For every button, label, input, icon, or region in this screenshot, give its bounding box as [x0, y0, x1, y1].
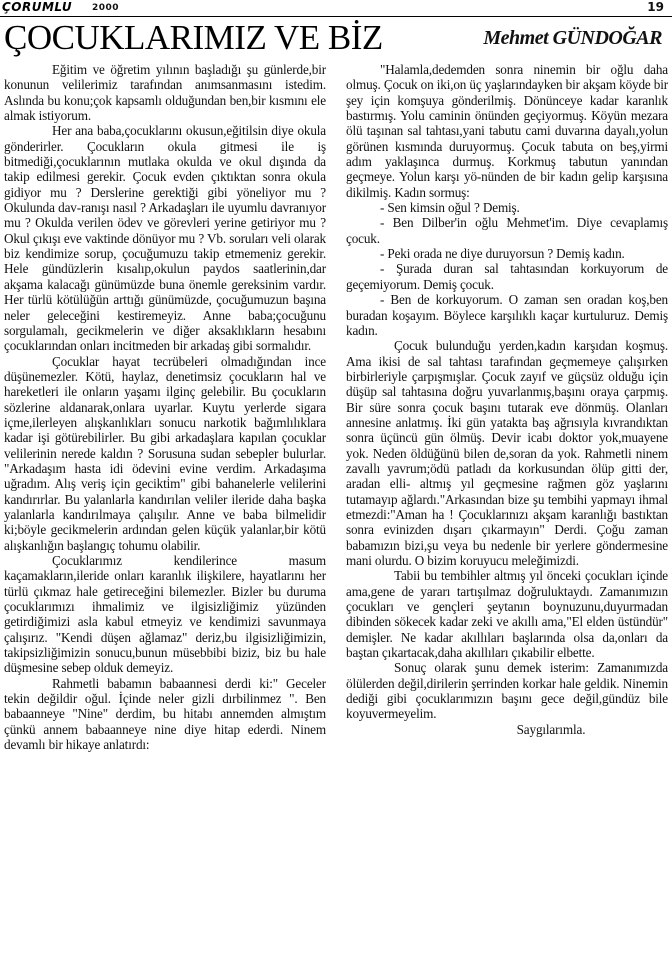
- paragraph: Eğitim ve öğretim yılının başladığı şu günlerde,bir konunun velilerimiz tarafından anımsanmasını istedim. Aslında bu konu;çok kapsamlı olduğundan ben,bir kısmını ele almak istiyorum.: [4, 62, 326, 124]
- closing-signature: Saygılarımla.: [516, 721, 586, 737]
- dialogue-line: - Şurada duran sal tahtasından korkuyorum de geçemiyorum. Demiş çocuk.: [346, 261, 668, 292]
- article-title: ÇOCUKLARIMIZ VE BİZ: [4, 18, 383, 57]
- dialogue-line: - Ben Dilber'in oğlu Mehmet'im. Diye cevaplamış çocuk.: [346, 215, 668, 246]
- newspaper-logo: ÇORUMLU: [2, 0, 73, 14]
- paragraph: Tabii bu tembihler altmış yıl önceki çocukları içinde ama,gene de yararı tartışılmaz doğruluktaydı. Zamanımızın çocukları ve gençleri şeytanın boynuzunu,duyurmadan dibinden sökecek kadar zeki ve akıllı ama,"El elden üstündür" demişler. Ne kadar akıllıları başlarında olsa da,onları da baştan çıkartacak,daha akıllıları çıkabilir elbette.: [346, 568, 668, 661]
- paragraph: Çocuklar hayat tecrübeleri olmadığından ince düşünemezler. Kötü, haylaz, denetimsiz çocukların hal ve hareketleri ile onların yaşamı ilginç gelebilir. Bu çocukların sözlerine aldanarak,onlara uyarlar. Kuytu yerlerde sigara içme,ilerleyen alışkanlıkları sonucu narkotik bağımlılıklara kadar işi götürebilirler. Bu gibi arkadaşlara kapılan çocuklar velilerinin nerede kaldın ? Sorusuna sudan sebepler bulurlar. "Arkadaşım hasta idi ödevini evine verdim. Arkadaşıma uğradım. Alış veriş için gecikti̇m" gibi bahanelerle velilerini kandırırlar. Bu yalanlarla kandırılan veliler ileride daha başka yalanlarla kandırılmaya çalışılır. Anne ve baba bilmelidir ki;böyle gecikmelerin ardından gelen küçük yalanlar,bir kötü alışkanlığın başlangıç tohumu olabilir.: [4, 353, 326, 553]
- dialogue-line: - Peki orada ne diye duruyorsun ? Demiş kadın.: [380, 246, 625, 262]
- paragraph: Rahmetli babamın babaannesi derdi ki:" Geceler tekin değildir oğul. İçinde neler gizli dırbilinmez ". Ben babaanneye "Nine" derdim, bu hitabı annemden almıştım çünkü annem babaanneye nine diye hitap ederdi. Ninem devamlı bir hikaye anlatırdı:: [4, 675, 326, 753]
- article-author: Mehmet GÜNDOĞAR: [483, 27, 662, 49]
- paragraph: Her ana baba,çocuklarını okusun,eğitilsin diye okula gönderirler. Çocukların okula gitmesi ile iş bitmediği,çocuklarının mutlaka okulda ve okul dışında da takip edilmesi gerekir. Çocuk evden çıktıktan sonra okula gidiyor mu ? Derslerine gerektiği gibi yöneliyor mu ? Okulunda dav-ranışı nasıl ? Arkadaşları ile uyumlu davranıyor mu ? Okulda verilen ödev ve görevleri yerine getiriyor mu ? Okul çıkışı eve vaktinde dönüyor mu ? Vb. soruları veli olarak biz kendimize sorup, çocuğumuzu takip etmemeniz gerekir. Hele gündüzlerin kısalıp,okulun paydos saatlerinin,dar akşama kalacağı günümüzde buna önemle gereksinim vardır. Her türlü kötülüğün arttığı günümüzde, çocuğumuzun başına neler geleceğini kestiremeyiz. Anne baba;çocuğunu sorgulamalı, gecikmelerin ve diğer aksaklıkların hesabını çocuklarından onları incitmeden bir arkadaş gibi sormalıdır.: [4, 123, 326, 354]
- paragraph: Çocuk bulunduğu yerden,kadın karşıdan koşmuş. Ama ikisi de sal tahtası tarafından geçmemeye çalışırken birbirleriyle çarpışmışlar. Çocuk zayıf ve güçsüz olduğu için düşüp sal tahtasına doğru yuvarlanmış,başını oraya çarpmış. Bir süre sonra çocuk başını tutarak eve dönmüş. Olanları annesine anlatmış. İki gün yatakta baş ağrısıyla kıvrandıktan sonra üçüncü gün ölmüş. Devir icabı doktor yok,muayene yok. Neden öldüğünü bilen de,soran da yok. Rahmetli ninem zavallı yavrum;ödü patladı da korkusundan ölüp gitti der, aradan elli- altmış yıl geçmesine rağmen göz yaşlarını tutamayıp ağlardı."Arkasından bize şu tembihi yapmayı ihmal etmezdi:"Aman ha ! Çocuklarınızı akşam karanlığı bastıktan sonra evinizden dışarı çıkarmayın" Derdi. Çoğu zaman babamızın bizi,şu veya bu nedenle bir yerlere göndermesine mani olurdu. O bizim koruyucu meleğimizdi.: [346, 338, 668, 568]
- dialogue-line: - Ben de korkuyorum. O zaman sen oradan koş,ben buradan koşayım. Böylece karşılıklı kaçar kurtuluruz. Demiş kadın.: [346, 292, 668, 338]
- paragraph: Sonuç olarak şunu demek isterim: Zamanımızda ölülerden değil,dirilerin şerrinden korkar hale geldik. Ninemin dediği gibi çocuklarımızın başını gece değil,gündüz bile koyuvermeyelim.: [346, 660, 668, 722]
- article-left-column: [4, 62, 326, 752]
- paragraph: Çocuklarımız kendilerince masum kaçamakların,ileride onları karanlık ilişkilere, hayatlarını her türlü çıkmaz hale getireceğini bilemezler. Bizler bu duruma çocuklarımızı ihmalimiz ve ilgisizliğimiz yüzünden getirdiğimizi asla kabul etmeyiz ve kendimizi savunmaya çalışırız. "Kendi düşen ağlamaz" deriz,bu ilgisizliğimizin, takipsizliğimizin sonucu,bunun müsebbibi biziz, biz bu hale düşmesine sebep olduk demeyiz.: [4, 553, 326, 676]
- dialogue-line: - Sen kimsin oğul ? Demiş.: [380, 200, 520, 216]
- article-right-column: [346, 62, 668, 737]
- paragraph: "Halamla,dedemden sonra ninemin bir oğlu daha olmuş. Çocuk on iki,on üç yaşlarındayken bir akşam köyde bir şey için komşuya gönderilmiş. Dönünceye kadar karanlık bastırmış. Yolu caminin önünden geçiyormuş. Köyün mezara ölü taşınan sal tahtası,yani tabutu cami duvarına dayalı,yolun görünen kısmında duruyormuş. Çocuk tabuta on beş,yirmi adım yaklaşınca durmuş. Korkmuş tabutun yanından geçmeye. Yolun karşı yö-nünden de bir kadın gelip karşısına dikilmiş. Kadın sormuş:: [346, 62, 668, 200]
- page-number: 19: [647, 0, 664, 14]
- issue-year: 2000: [92, 3, 120, 13]
- page-header: [0, 0, 672, 17]
